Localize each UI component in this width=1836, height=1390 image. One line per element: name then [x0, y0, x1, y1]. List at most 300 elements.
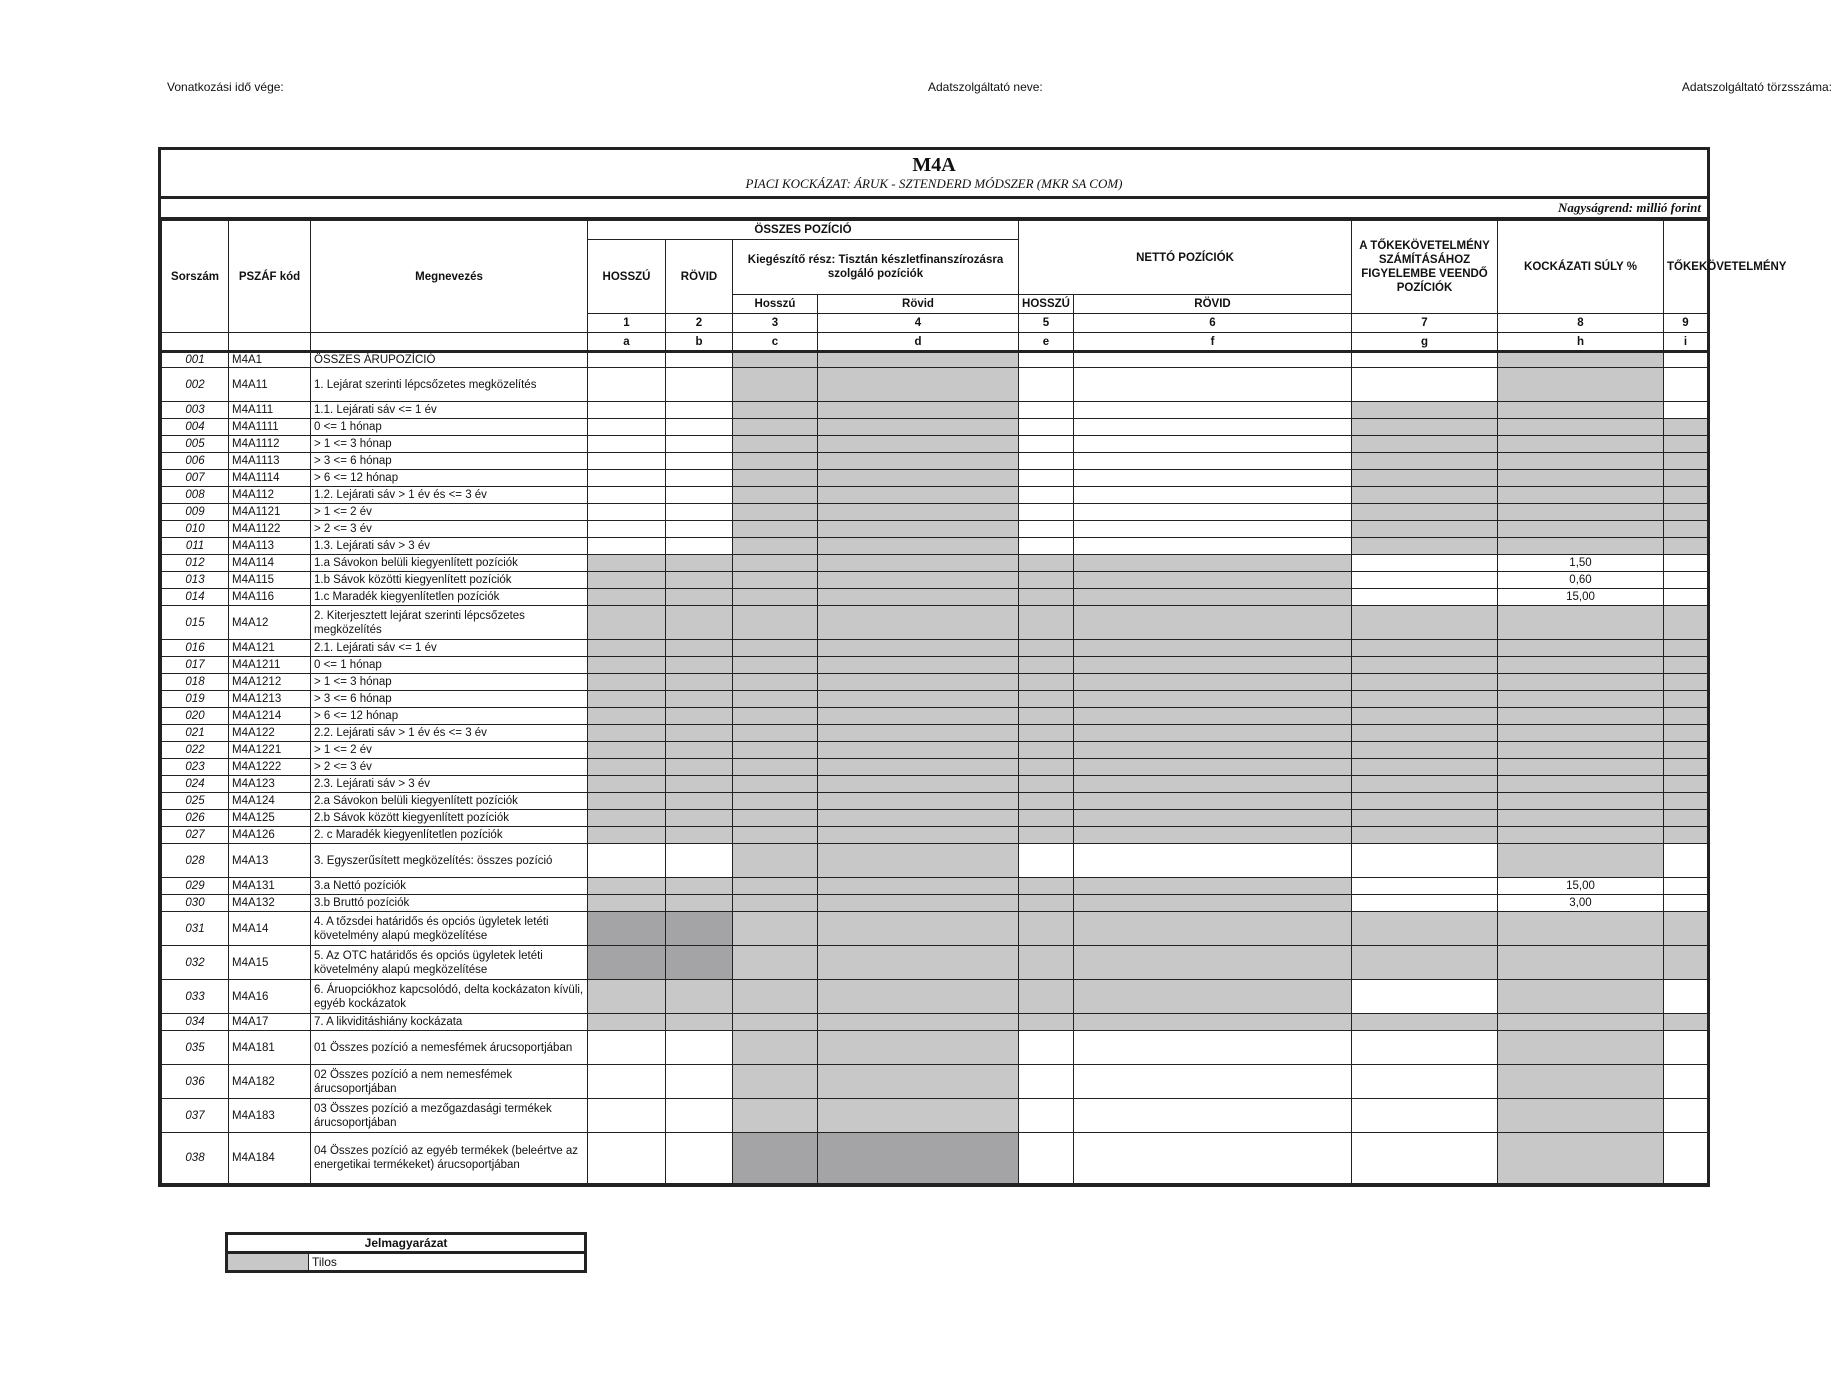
col-letter: h — [1498, 333, 1664, 352]
cell-toke[interactable] — [1664, 1031, 1708, 1065]
cell-kieg-hosszu — [733, 1031, 818, 1065]
cell-kieg-rovid — [818, 912, 1019, 946]
cell-netto-hosszu — [1019, 759, 1074, 776]
row-number: 006 — [162, 453, 229, 470]
cell-netto-rovid — [1074, 589, 1352, 606]
cell-toke-szam[interactable] — [1352, 1031, 1498, 1065]
cell-netto-rovid[interactable] — [1074, 1099, 1352, 1133]
cell-hosszu[interactable] — [588, 1031, 666, 1065]
cell-suly — [1498, 980, 1664, 1014]
row-code: M4A113 — [229, 538, 311, 555]
row-label: 2.a Sávokon belüli kiegyenlített pozíciók — [311, 793, 588, 810]
cell-netto-hosszu[interactable] — [1019, 844, 1074, 878]
cell-netto-hosszu[interactable] — [1019, 487, 1074, 504]
table-row — [162, 810, 1708, 827]
row-code: M4A182 — [229, 1065, 311, 1099]
cell-hosszu[interactable] — [588, 436, 666, 453]
cell-kieg-hosszu — [733, 1099, 818, 1133]
cell-toke — [1664, 742, 1708, 759]
col-letter: a — [588, 333, 666, 352]
cell-suly — [1498, 1014, 1664, 1031]
col-header-sorszam: Sorszám — [162, 221, 229, 333]
cell-netto-hosszu[interactable] — [1019, 352, 1074, 368]
cell-netto-rovid — [1074, 555, 1352, 572]
cell-toke — [1664, 606, 1708, 640]
cell-hosszu — [588, 674, 666, 691]
row-number: 018 — [162, 674, 229, 691]
cell-toke[interactable] — [1664, 844, 1708, 878]
cell-suly — [1498, 691, 1664, 708]
row-label: > 1 <= 3 hónap — [311, 674, 588, 691]
cell-netto-hosszu[interactable] — [1019, 470, 1074, 487]
row-number: 012 — [162, 555, 229, 572]
cell-toke-szam[interactable] — [1352, 1065, 1498, 1099]
cell-hosszu — [588, 759, 666, 776]
cell-kieg-rovid — [818, 589, 1019, 606]
table-row — [162, 759, 1708, 776]
cell-netto-hosszu[interactable] — [1019, 538, 1074, 555]
cell-rovid — [666, 793, 733, 810]
cell-toke[interactable] — [1664, 589, 1708, 606]
cell-toke[interactable] — [1664, 402, 1708, 419]
cell-netto-rovid[interactable] — [1074, 436, 1352, 453]
cell-rovid — [666, 1014, 733, 1031]
cell-netto-hosszu[interactable] — [1019, 436, 1074, 453]
cell-hosszu — [588, 640, 666, 657]
cell-suly — [1498, 912, 1664, 946]
cell-suly — [1498, 402, 1664, 419]
row-number: 033 — [162, 980, 229, 1014]
cell-rovid — [666, 589, 733, 606]
cell-toke-szam[interactable] — [1352, 980, 1498, 1014]
cell-netto-rovid[interactable] — [1074, 419, 1352, 436]
cell-toke-szam — [1352, 793, 1498, 810]
risk-weight-cell[interactable]: 15,00 — [1498, 878, 1664, 895]
blank-cell — [162, 333, 229, 352]
cell-rovid[interactable] — [666, 436, 733, 453]
row-number: 034 — [162, 1014, 229, 1031]
row-label: > 3 <= 6 hónap — [311, 691, 588, 708]
cell-toke-szam[interactable] — [1352, 572, 1498, 589]
cell-toke[interactable] — [1664, 1133, 1708, 1184]
row-code: M4A15 — [229, 946, 311, 980]
cell-hosszu[interactable] — [588, 504, 666, 521]
cell-netto-rovid[interactable] — [1074, 402, 1352, 419]
cell-hosszu[interactable] — [588, 352, 666, 368]
table-row — [162, 844, 1708, 878]
cell-toke-szam[interactable] — [1352, 1133, 1498, 1184]
cell-suly — [1498, 352, 1664, 368]
cell-toke-szam — [1352, 487, 1498, 504]
cell-netto-hosszu[interactable] — [1019, 402, 1074, 419]
cell-toke — [1664, 487, 1708, 504]
row-label: > 3 <= 6 hónap — [311, 453, 588, 470]
cell-toke-szam — [1352, 436, 1498, 453]
cell-hosszu[interactable] — [588, 453, 666, 470]
cell-hosszu — [588, 606, 666, 640]
cell-netto-rovid — [1074, 742, 1352, 759]
row-number: 014 — [162, 589, 229, 606]
row-code: M4A112 — [229, 487, 311, 504]
cell-rovid[interactable] — [666, 538, 733, 555]
blank-cell — [311, 333, 588, 352]
row-number: 019 — [162, 691, 229, 708]
row-label: 1. Lejárat szerinti lépcsőzetes megközelítés — [311, 368, 588, 402]
cell-rovid[interactable] — [666, 487, 733, 504]
cell-toke[interactable] — [1664, 878, 1708, 895]
cell-hosszu[interactable] — [588, 402, 666, 419]
cell-netto-rovid — [1074, 640, 1352, 657]
data-table — [161, 220, 1787, 1184]
cell-rovid[interactable] — [666, 521, 733, 538]
cell-hosszu — [588, 793, 666, 810]
col-header-kieg-hosszu: Hosszú — [733, 295, 818, 314]
cell-netto-hosszu — [1019, 555, 1074, 572]
cell-kieg-hosszu — [733, 589, 818, 606]
cell-rovid — [666, 810, 733, 827]
row-label: > 6 <= 12 hónap — [311, 708, 588, 725]
cell-hosszu[interactable] — [588, 1099, 666, 1133]
cell-toke-szam — [1352, 640, 1498, 657]
cell-toke-szam — [1352, 504, 1498, 521]
row-number: 025 — [162, 793, 229, 810]
cell-hosszu — [588, 895, 666, 912]
cell-netto-hosszu[interactable] — [1019, 1133, 1074, 1184]
table-row — [162, 708, 1708, 725]
col-letter: g — [1352, 333, 1498, 352]
cell-kieg-rovid — [818, 742, 1019, 759]
table-row — [162, 895, 1708, 912]
cell-netto-hosszu[interactable] — [1019, 1031, 1074, 1065]
table-row — [162, 1031, 1708, 1065]
cell-toke[interactable] — [1664, 572, 1708, 589]
cell-suly — [1498, 419, 1664, 436]
cell-hosszu — [588, 572, 666, 589]
cell-kieg-rovid — [818, 555, 1019, 572]
row-label: 3.a Nettó pozíciók — [311, 878, 588, 895]
cell-toke[interactable] — [1664, 352, 1708, 368]
cell-toke — [1664, 691, 1708, 708]
cell-hosszu[interactable] — [588, 1133, 666, 1184]
col-number: 8 — [1498, 314, 1664, 333]
col-header-megnevezes: Megnevezés — [311, 221, 588, 333]
cell-toke-szam[interactable] — [1352, 589, 1498, 606]
cell-toke — [1664, 827, 1708, 844]
cell-netto-rovid — [1074, 895, 1352, 912]
cell-suly — [1498, 368, 1664, 402]
cell-hosszu — [588, 810, 666, 827]
col-header-toke: TŐKEKÖVETELMÉNY — [1664, 221, 1708, 314]
row-number: 023 — [162, 759, 229, 776]
col-number: 5 — [1019, 314, 1074, 333]
cell-kieg-hosszu — [733, 504, 818, 521]
row-number: 017 — [162, 657, 229, 674]
cell-toke[interactable] — [1664, 980, 1708, 1014]
cell-hosszu[interactable] — [588, 1065, 666, 1099]
row-number: 013 — [162, 572, 229, 589]
blank-cell — [229, 333, 311, 352]
cell-netto-hosszu — [1019, 827, 1074, 844]
cell-netto-hosszu[interactable] — [1019, 504, 1074, 521]
cell-hosszu[interactable] — [588, 487, 666, 504]
row-label: 1.b Sávok közötti kiegyenlített pozíciók — [311, 572, 588, 589]
cell-toke-szam[interactable] — [1352, 895, 1498, 912]
risk-weight-cell[interactable]: 1,50 — [1498, 555, 1664, 572]
cell-netto-hosszu[interactable] — [1019, 453, 1074, 470]
cell-toke[interactable] — [1664, 368, 1708, 402]
cell-kieg-rovid — [818, 1014, 1019, 1031]
row-code: M4A1221 — [229, 742, 311, 759]
row-number: 004 — [162, 419, 229, 436]
form-frame — [158, 147, 1787, 1187]
cell-kieg-hosszu — [733, 487, 818, 504]
row-number: 027 — [162, 827, 229, 844]
cell-toke-szam[interactable] — [1352, 352, 1498, 368]
cell-netto-rovid — [1074, 691, 1352, 708]
cell-netto-rovid[interactable] — [1074, 368, 1352, 402]
cell-rovid — [666, 657, 733, 674]
cell-rovid[interactable] — [666, 1031, 733, 1065]
cell-kieg-hosszu — [733, 844, 818, 878]
cell-netto-hosszu — [1019, 895, 1074, 912]
cell-netto-hosszu — [1019, 725, 1074, 742]
row-number: 011 — [162, 538, 229, 555]
col-header-toke-szam: A TŐKEKÖVETELMÉNY SZÁMÍTÁSÁHOZ FIGYELEMBE VEENDŐ POZÍCIÓK — [1352, 221, 1498, 314]
cell-rovid[interactable] — [666, 352, 733, 368]
cell-rovid — [666, 895, 733, 912]
row-number: 037 — [162, 1099, 229, 1133]
cell-toke-szam — [1352, 946, 1498, 980]
row-number: 007 — [162, 470, 229, 487]
row-code: M4A14 — [229, 912, 311, 946]
row-number: 015 — [162, 606, 229, 640]
cell-toke — [1664, 419, 1708, 436]
cell-kieg-rovid — [818, 691, 1019, 708]
cell-toke-szam[interactable] — [1352, 1099, 1498, 1133]
row-label: 02 Összes pozíció a nem nemesfémek árucsoportjában — [311, 1065, 588, 1099]
cell-netto-rovid[interactable] — [1074, 1133, 1352, 1184]
cell-kieg-rovid — [818, 352, 1019, 368]
cell-netto-rovid[interactable] — [1074, 453, 1352, 470]
cell-kieg-rovid — [818, 657, 1019, 674]
row-label: 3.b Bruttó pozíciók — [311, 895, 588, 912]
cell-kieg-rovid — [818, 827, 1019, 844]
row-label: 1.1. Lejárati sáv <= 1 év — [311, 402, 588, 419]
cell-hosszu — [588, 912, 666, 946]
cell-rovid[interactable] — [666, 419, 733, 436]
cell-rovid[interactable] — [666, 402, 733, 419]
cell-rovid — [666, 776, 733, 793]
cell-kieg-hosszu — [733, 725, 818, 742]
col-header-kieg: Kiegészítő rész: Tisztán készletfinanszírozásra szolgáló pozíciók — [733, 240, 1019, 295]
cell-kieg-rovid — [818, 776, 1019, 793]
cell-netto-rovid[interactable] — [1074, 844, 1352, 878]
risk-weight-cell[interactable]: 3,00 — [1498, 895, 1664, 912]
cell-netto-rovid[interactable] — [1074, 504, 1352, 521]
cell-netto-rovid[interactable] — [1074, 1065, 1352, 1099]
cell-suly — [1498, 708, 1664, 725]
col-number: 3 — [733, 314, 818, 333]
cell-rovid[interactable] — [666, 1065, 733, 1099]
cell-suly — [1498, 453, 1664, 470]
col-number: 4 — [818, 314, 1019, 333]
cell-netto-hosszu[interactable] — [1019, 521, 1074, 538]
col-header-netto: NETTÓ POZÍCIÓK — [1019, 221, 1352, 295]
cell-netto-rovid[interactable] — [1074, 470, 1352, 487]
cell-rovid[interactable] — [666, 453, 733, 470]
cell-toke[interactable] — [1664, 1065, 1708, 1099]
table-row — [162, 1133, 1708, 1184]
cell-netto-hosszu — [1019, 606, 1074, 640]
cell-toke[interactable] — [1664, 555, 1708, 572]
cell-rovid — [666, 606, 733, 640]
row-code: M4A1213 — [229, 691, 311, 708]
row-label: 2.b Sávok között kiegyenlített pozíciók — [311, 810, 588, 827]
row-number: 028 — [162, 844, 229, 878]
col-number: 6 — [1074, 314, 1352, 333]
row-code: M4A1112 — [229, 436, 311, 453]
cell-kieg-hosszu — [733, 742, 818, 759]
cell-rovid — [666, 946, 733, 980]
table-row — [162, 504, 1708, 521]
cell-hosszu — [588, 691, 666, 708]
cell-kieg-rovid — [818, 878, 1019, 895]
row-number: 020 — [162, 708, 229, 725]
cell-kieg-hosszu — [733, 1133, 818, 1184]
cell-hosszu[interactable] — [588, 844, 666, 878]
cell-hosszu[interactable] — [588, 521, 666, 538]
cell-suly — [1498, 1031, 1664, 1065]
table-row — [162, 640, 1708, 657]
cell-rovid — [666, 691, 733, 708]
row-code: M4A1222 — [229, 759, 311, 776]
cell-hosszu[interactable] — [588, 368, 666, 402]
row-label: 1.3. Lejárati sáv > 3 év — [311, 538, 588, 555]
cell-netto-hosszu[interactable] — [1019, 1099, 1074, 1133]
cell-netto-hosszu[interactable] — [1019, 368, 1074, 402]
cell-suly — [1498, 674, 1664, 691]
cell-netto-hosszu[interactable] — [1019, 1065, 1074, 1099]
cell-toke-szam[interactable] — [1352, 555, 1498, 572]
col-header-suly: KOCKÁZATI SÚLY % — [1498, 221, 1664, 314]
cell-toke — [1664, 657, 1708, 674]
cell-toke — [1664, 793, 1708, 810]
cell-kieg-hosszu — [733, 572, 818, 589]
table-row — [162, 572, 1708, 589]
cell-kieg-hosszu — [733, 810, 818, 827]
cell-suly — [1498, 504, 1664, 521]
cell-kieg-hosszu — [733, 776, 818, 793]
header-period-end: Vonatkozási idő vége: — [167, 80, 284, 94]
cell-toke-szam — [1352, 1014, 1498, 1031]
cell-rovid[interactable] — [666, 1133, 733, 1184]
cell-toke — [1664, 759, 1708, 776]
cell-netto-hosszu — [1019, 589, 1074, 606]
cell-suly — [1498, 470, 1664, 487]
row-label: 2. Kiterjesztett lejárat szerinti lépcsőzetes megközelítés — [311, 606, 588, 640]
cell-netto-rovid[interactable] — [1074, 538, 1352, 555]
row-label: ÖSSZES ÁRUPOZÍCIÓ — [311, 352, 588, 368]
cell-toke — [1664, 538, 1708, 555]
row-code: M4A114 — [229, 555, 311, 572]
table-row — [162, 521, 1708, 538]
col-number: 1 — [588, 314, 666, 333]
cell-rovid[interactable] — [666, 368, 733, 402]
cell-netto-hosszu[interactable] — [1019, 419, 1074, 436]
cell-toke-szam — [1352, 827, 1498, 844]
cell-toke-szam[interactable] — [1352, 878, 1498, 895]
table-row — [162, 436, 1708, 453]
row-code: M4A126 — [229, 827, 311, 844]
cell-hosszu — [588, 555, 666, 572]
row-label: 1.2. Lejárati sáv > 1 év és <= 3 év — [311, 487, 588, 504]
table-row — [162, 742, 1708, 759]
cell-kieg-hosszu — [733, 538, 818, 555]
risk-weight-cell[interactable]: 0,60 — [1498, 572, 1664, 589]
cell-kieg-rovid — [818, 368, 1019, 402]
cell-hosszu — [588, 725, 666, 742]
cell-toke-szam — [1352, 657, 1498, 674]
cell-netto-rovid[interactable] — [1074, 352, 1352, 368]
cell-toke-szam[interactable] — [1352, 368, 1498, 402]
cell-hosszu — [588, 878, 666, 895]
cell-rovid — [666, 980, 733, 1014]
cell-rovid — [666, 725, 733, 742]
table-row — [162, 419, 1708, 436]
cell-suly — [1498, 1099, 1664, 1133]
row-number: 024 — [162, 776, 229, 793]
row-number: 021 — [162, 725, 229, 742]
row-code: M4A183 — [229, 1099, 311, 1133]
cell-toke[interactable] — [1664, 895, 1708, 912]
row-label: 0 <= 1 hónap — [311, 419, 588, 436]
cell-kieg-rovid — [818, 980, 1019, 1014]
row-label: > 6 <= 12 hónap — [311, 470, 588, 487]
cell-hosszu[interactable] — [588, 470, 666, 487]
table-row — [162, 793, 1708, 810]
table-row — [162, 1014, 1708, 1031]
cell-rovid[interactable] — [666, 504, 733, 521]
row-code: M4A124 — [229, 793, 311, 810]
cell-kieg-hosszu — [733, 470, 818, 487]
cell-kieg-hosszu — [733, 436, 818, 453]
cell-hosszu[interactable] — [588, 419, 666, 436]
cell-kieg-hosszu — [733, 606, 818, 640]
cell-rovid[interactable] — [666, 1099, 733, 1133]
cell-hosszu[interactable] — [588, 538, 666, 555]
cell-suly — [1498, 793, 1664, 810]
cell-kieg-hosszu — [733, 419, 818, 436]
col-letter: f — [1074, 333, 1352, 352]
row-number: 022 — [162, 742, 229, 759]
cell-rovid[interactable] — [666, 470, 733, 487]
cell-netto-rovid[interactable] — [1074, 487, 1352, 504]
risk-weight-cell[interactable]: 15,00 — [1498, 589, 1664, 606]
cell-rovid[interactable] — [666, 844, 733, 878]
cell-toke[interactable] — [1664, 1099, 1708, 1133]
cell-netto-hosszu — [1019, 572, 1074, 589]
cell-suly — [1498, 759, 1664, 776]
row-code: M4A122 — [229, 725, 311, 742]
cell-kieg-rovid — [818, 674, 1019, 691]
cell-netto-rovid[interactable] — [1074, 1031, 1352, 1065]
cell-kieg-hosszu — [733, 793, 818, 810]
cell-hosszu — [588, 708, 666, 725]
cell-toke — [1664, 810, 1708, 827]
cell-netto-rovid — [1074, 878, 1352, 895]
cell-toke-szam[interactable] — [1352, 844, 1498, 878]
cell-netto-rovid[interactable] — [1074, 521, 1352, 538]
